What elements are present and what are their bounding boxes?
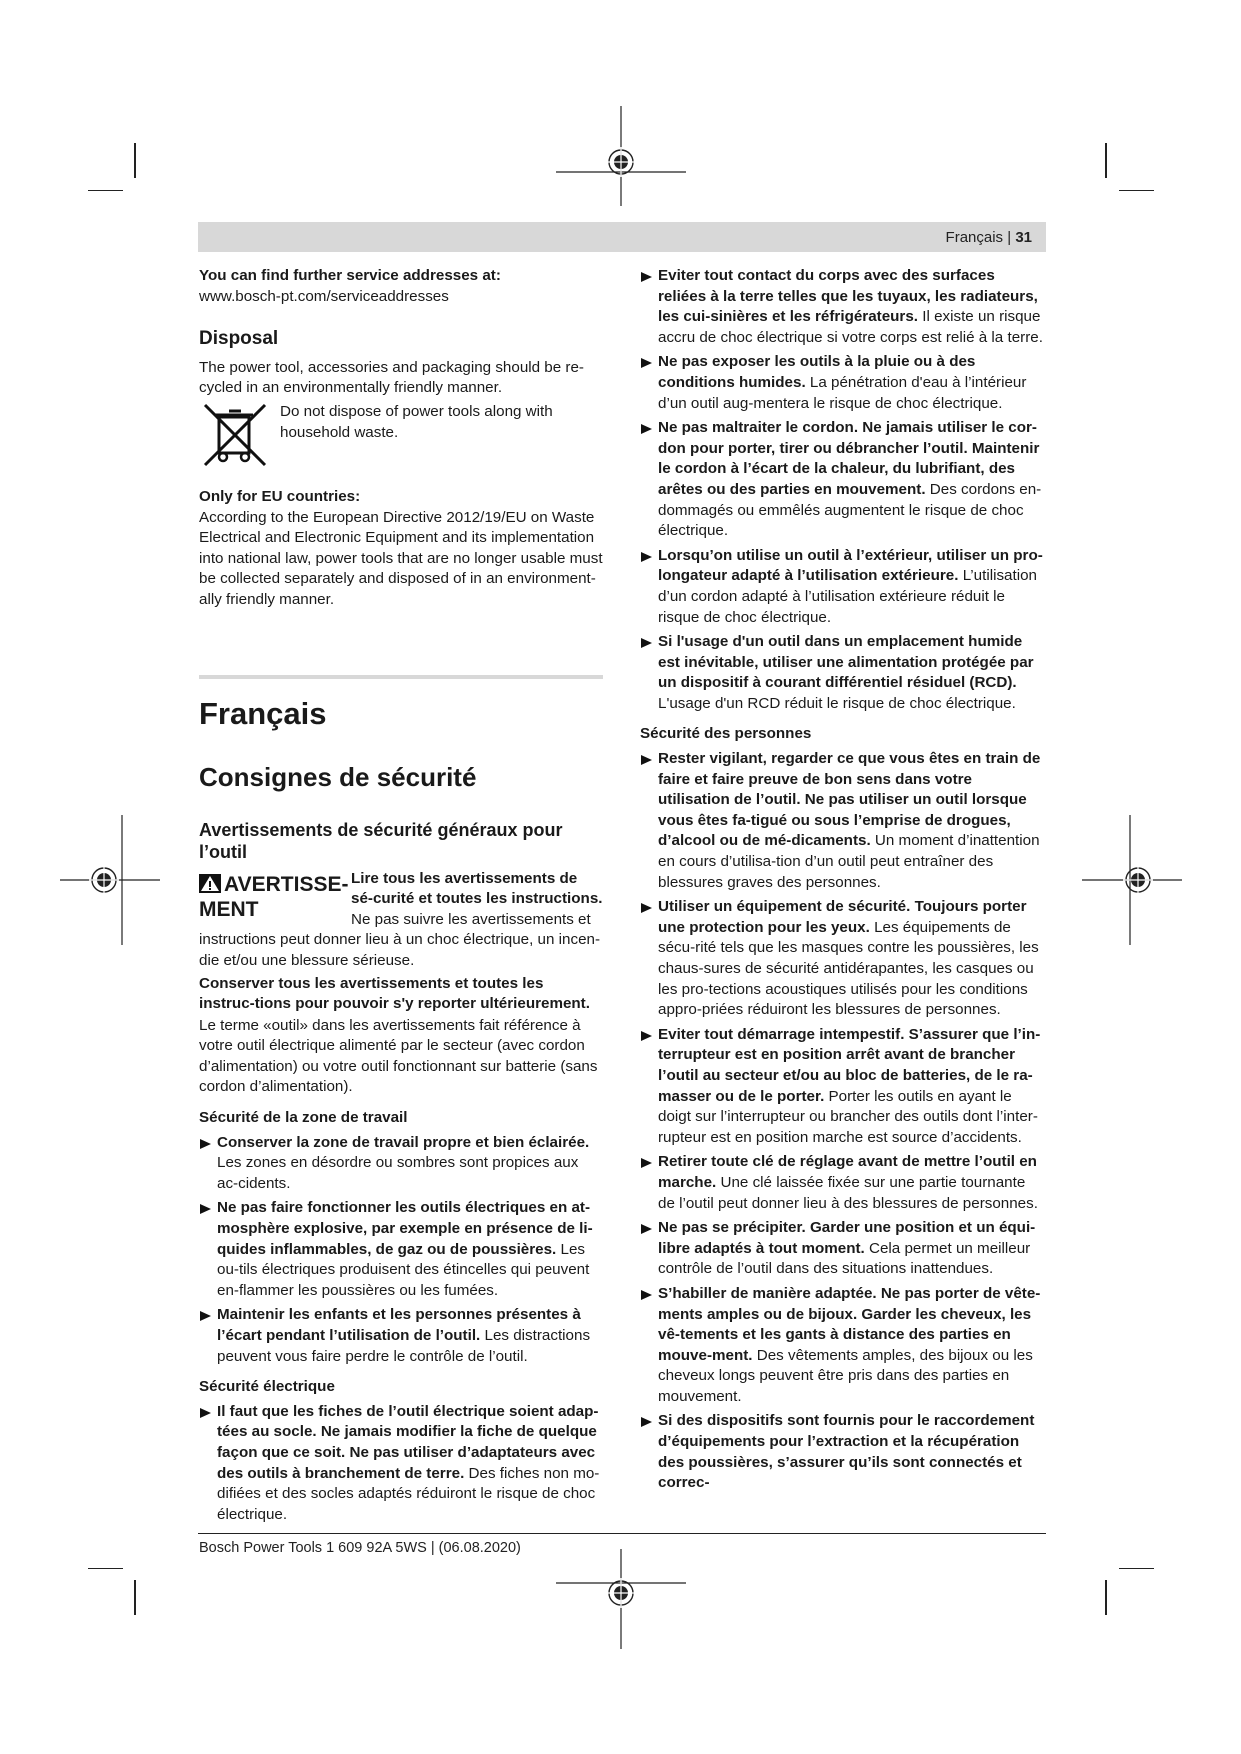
list-item: Rester vigilant, regarder ce que vous êtes en train de faire et faire preuve de bon sens dans votre utilisation de l’outil. Ne pas utiliser un outil lorsque vous êtes fa-tigué ou sous l’emprise de drogues, d’alcool ou de mé-dicaments. Un moment d’inattention en cours d’utilisa-tion d’un outil peut entraîner des blessures graves des personnes. <box>640 749 1045 893</box>
consignes-title: Consignes de sécurité <box>199 761 477 792</box>
section-divider <box>199 675 603 679</box>
page-header-label <box>946 229 1032 246</box>
warning-badge <box>199 872 351 922</box>
list-item: Eviter tout démarrage intempestif. S’assurer que l’in-terrupteur est en position arrêt avant de brancher l’outil au secteur et/ou au bloc de batteries, de le ra-masser ou de le porter. Porter les outils en ayant le doigt sur l’interrupteur ou brancher des outils dont l’inter-rupteur est en position marche est source d’accidents. <box>640 1025 1045 1149</box>
page-header <box>198 222 1046 252</box>
list-item: Lorsqu’on utilise un outil à l’extérieur, utiliser un pro-longateur adapté à l’utilisation extérieure. L’utilisation d’un cordon adapté à l’utilisation extérieure réduit le risque de choc électrique. <box>640 546 1045 628</box>
general-warnings-title: Avertissements de sécurité généraux pour l’outil <box>199 819 563 862</box>
personal-safety-heading: Sécurité des personnes <box>640 725 812 743</box>
list-item: Ne pas se précipiter. Garder une position et un équi-libre adaptés à tout moment. Cela permet un meilleur contrôle de l’outil dans des situations inattendues. <box>640 1218 1045 1280</box>
page-footer: Bosch Power Tools 1 609 92A 5WS | (06.08.2020) <box>199 1540 521 1556</box>
right-column <box>640 266 1045 1494</box>
list-item: Ne pas faire fonctionner les outils électriques en at-mosphère explosive, par exemple en présence de li-quides inflammables, de gaz ou de poussières. Les ou-tils électriques produisent des étincelles qui peuvent en-flammer les poussières ou les fumées. <box>199 1198 603 1301</box>
crop-mark <box>1105 143 1107 178</box>
crop-mark <box>1119 1568 1154 1569</box>
keep-instructions: Conserver tous les avertissements et toutes les instruc-tions pour pouvoir s'y reporter ultérieurement. <box>199 974 590 1013</box>
list-item: Utiliser un équipement de sécurité. Toujours porter une protection pour les yeux. Les équipements de sécu-rité tels que les masques contre les poussières, les chaus-sures de sécurité antidérapantes, les casques ou les pro-tections acoustiques utilisés pour les conditions appro-priées réduiront les blessures de personnes. <box>640 897 1045 1021</box>
list-item: Il faut que les fiches de l’outil électrique soient adap-tées au socle. Ne jamais modifier la fiche de quelque façon que ce soit. Ne pas utiliser d’adaptateurs avec des outils à branchement de terre. Des fiches non mo-difiées et des socles adaptés réduiront le risque de choc électrique. <box>199 1402 603 1526</box>
warning-bold-text: Lire tous les avertissements de sé-curité et toutes les instructions. <box>351 869 603 908</box>
list-item: Ne pas exposer les outils à la pluie ou à des conditions humides. La pénétration d'eau à l’intérieur d’un outil aug-mentera le risque de choc électrique. <box>640 352 1045 414</box>
crop-mark <box>134 1580 136 1615</box>
disposal-text: The power tool, accessories and packaging should be re-cycled in an environmentally friendly manner. <box>199 358 584 397</box>
crop-mark <box>1119 190 1154 191</box>
warning-label: AVERTISSE-MENT <box>199 872 349 921</box>
weee-text: Do not dispose of power tools along with household waste. <box>280 402 553 441</box>
list-item: Retirer toute clé de réglage avant de mettre l’outil en marche. Une clé laissée fixée sur une partie tournante de l’outil peut donner lieu à des blessures de personnes. <box>640 1152 1045 1214</box>
list-item: Ne pas maltraiter le cordon. Ne jamais utiliser le cor-don pour porter, tirer ou débrancher l’outil. Maintenir le cordon à l’écart de la chaleur, du lubrifiant, des arêtes ou des parties en mouvement. Des cordons en-dommagés ou emmêlés augmentent le risque de choc électrique. <box>640 418 1045 542</box>
warning-text: Ne pas suivre les avertissements et instructions peut donner lieu à un choc électrique, un incen-die et/ou une blessure sérieuse. <box>199 910 601 969</box>
crossed-out-wheelie-bin-icon <box>201 401 269 469</box>
registration-mark-icon <box>60 815 160 945</box>
list-item: Maintenir les enfants et les personnes présentes à l’écart pendant l’utilisation de l’outil. Les distractions peuvent vous faire perdre le contrôle de l’outil. <box>199 1305 603 1367</box>
crop-mark <box>1105 1580 1107 1615</box>
outil-definition: Le terme «outil» dans les avertissements fait référence à votre outil électrique alimenté par le secteur (avec cordon d’alimentation) ou votre outil fonctionnant sur batterie (sans cordon d’alimentation). <box>199 1016 598 1096</box>
service-url: www.bosch-pt.com/serviceaddresses <box>199 287 449 305</box>
crop-mark <box>88 190 123 191</box>
list-item: Si des dispositifs sont fournis pour le raccordement d’équipements pour l’extraction et la récupération des poussières, s’assurer qu’ils sont connectés et correc- <box>640 1411 1045 1493</box>
registration-mark-icon <box>1082 815 1182 945</box>
header-language: Français <box>945 229 1004 246</box>
service-heading: You can find further service addresses at: <box>199 267 501 284</box>
crop-mark <box>134 143 136 178</box>
header-separator: | <box>1007 229 1012 246</box>
warning-block <box>199 869 603 972</box>
work-area-heading: Sécurité de la zone de travail <box>199 1109 408 1127</box>
list-item: Eviter tout contact du corps avec des surfaces reliées à la terre telles que les tuyaux, les radiateurs, les cui-sinières et les réfrigérateurs. Il existe un risque accru de choc électrique si votre corps est relié à la terre. <box>640 266 1045 348</box>
list-item: S’habiller de manière adaptée. Ne pas porter de vête-ments amples ou de bijoux. Garder les cheveux, les vê-tements et les gants à distance des parties en mouve-ment. Des vêtements amples, des bijoux ou les cheveux longs peuvent être pris dans des parties en mouvement. <box>640 1284 1045 1408</box>
weee-notice <box>199 401 603 469</box>
eu-heading: Only for EU countries: <box>199 487 361 505</box>
list-item: Si l'usage d'un outil dans un emplacement humide est inévitable, utiliser une alimentation protégée par un dispositif à courant différentiel résiduel (RCD). L'usage d'un RCD réduit le risque de choc électrique. <box>640 632 1045 714</box>
electrical-heading: Sécurité électrique <box>199 1378 335 1396</box>
language-title: Français <box>199 695 327 731</box>
list-item: Conserver la zone de travail propre et bien éclairée. Les zones en désordre ou sombres sont propices aux ac-cidents. <box>199 1133 603 1195</box>
disposal-heading: Disposal <box>199 328 279 350</box>
registration-mark-icon <box>556 1549 686 1649</box>
crop-mark <box>88 1568 123 1569</box>
registration-mark-icon <box>556 106 686 206</box>
warning-triangle-icon <box>199 874 221 893</box>
footer-divider <box>198 1533 1046 1534</box>
left-column <box>199 266 603 1525</box>
eu-text: According to the European Directive 2012/19/EU on Waste Electrical and Electronic Equipment and its implementation into national law, power tools that are no longer usable must be collected separately and disposed of in an environment-ally friendly manner. <box>199 508 603 608</box>
page-number: 31 <box>1015 229 1032 246</box>
